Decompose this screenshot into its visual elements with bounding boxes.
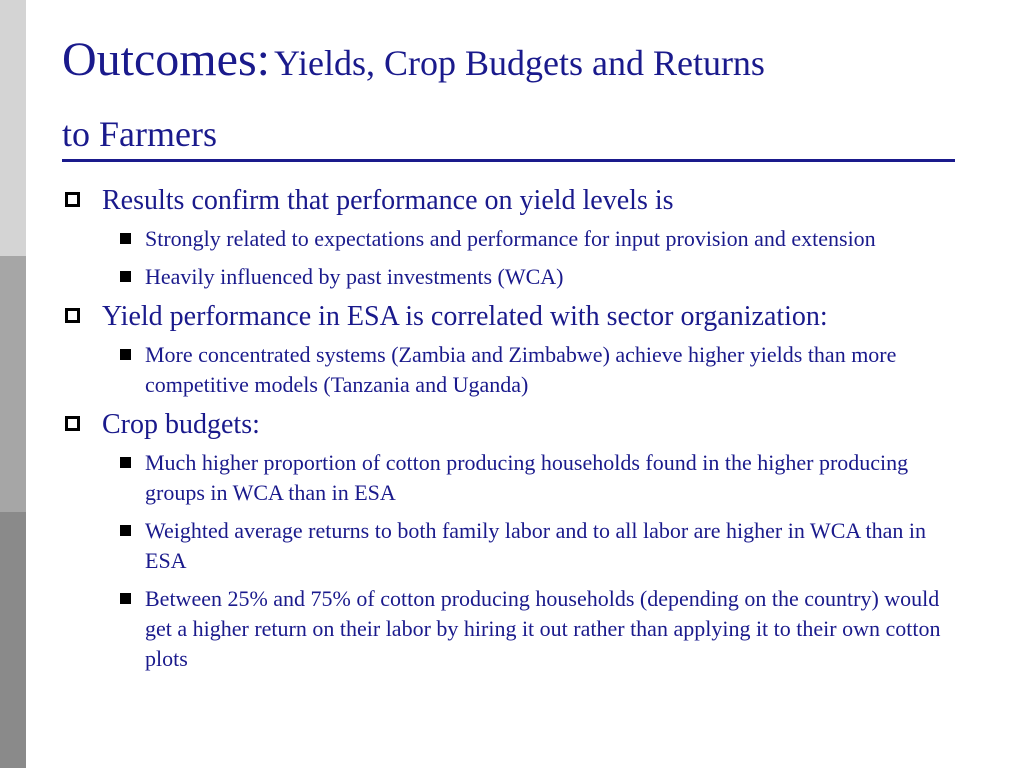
slide-title xyxy=(62,33,962,86)
slide-title-line2: to Farmers xyxy=(62,114,217,154)
bullet-2-text: Yield performance in ESA is correlated with sector organization: xyxy=(102,301,828,332)
filled-square-bullet-icon xyxy=(120,271,131,282)
bullet-3-sub-1 xyxy=(62,448,962,508)
hollow-square-bullet-icon xyxy=(65,192,80,207)
bullet-3-sub-3-text: Between 25% and 75% of cotton producing households (depending on the country) would get a higher return on their labor by hiring it out rather than applying it to their own cotton plots xyxy=(145,586,941,671)
bullet-3-sub-1-text: Much higher proportion of cotton producing households found in the higher producing groups in WCA than in ESA xyxy=(145,450,909,505)
hollow-square-bullet-icon xyxy=(65,308,80,323)
slide-title-rest: Yields, Crop Budgets and Returns xyxy=(273,43,765,83)
bullet-1-sub-2 xyxy=(62,262,962,292)
slide-body xyxy=(62,184,962,682)
filled-square-bullet-icon xyxy=(120,525,131,536)
filled-square-bullet-icon xyxy=(120,593,131,604)
bullet-2-sub-1 xyxy=(62,340,962,400)
sidebar-decoration-top xyxy=(0,0,26,256)
bullet-1 xyxy=(62,184,962,218)
bullet-3-text: Crop budgets: xyxy=(102,409,260,440)
sidebar-decoration-bottom xyxy=(0,512,26,768)
bullet-3-sub-2-text: Weighted average returns to both family labor and to all labor are higher in WCA than in ESA xyxy=(145,518,927,573)
bullet-3-sub-3 xyxy=(62,584,962,674)
hollow-square-bullet-icon xyxy=(65,416,80,431)
sidebar-decoration-middle xyxy=(0,256,26,512)
filled-square-bullet-icon xyxy=(120,233,131,244)
bullet-3-sub-2 xyxy=(62,516,962,576)
filled-square-bullet-icon xyxy=(120,349,131,360)
bullet-2 xyxy=(62,300,962,334)
bullet-1-sub-1 xyxy=(62,224,962,254)
bullet-1-sub-2-text: Heavily influenced by past investments (WCA) xyxy=(145,264,564,289)
title-underline xyxy=(62,159,955,162)
slide-title-main: Outcomes: xyxy=(62,33,270,86)
bullet-1-sub-1-text: Strongly related to expectations and performance for input provision and extension xyxy=(145,226,876,251)
filled-square-bullet-icon xyxy=(120,457,131,468)
bullet-2-sub-1-text: More concentrated systems (Zambia and Zimbabwe) achieve higher yields than more competitive models (Tanzania and Uganda) xyxy=(145,342,897,397)
bullet-1-text: Results confirm that performance on yield levels is xyxy=(102,185,674,216)
bullet-3 xyxy=(62,408,962,442)
